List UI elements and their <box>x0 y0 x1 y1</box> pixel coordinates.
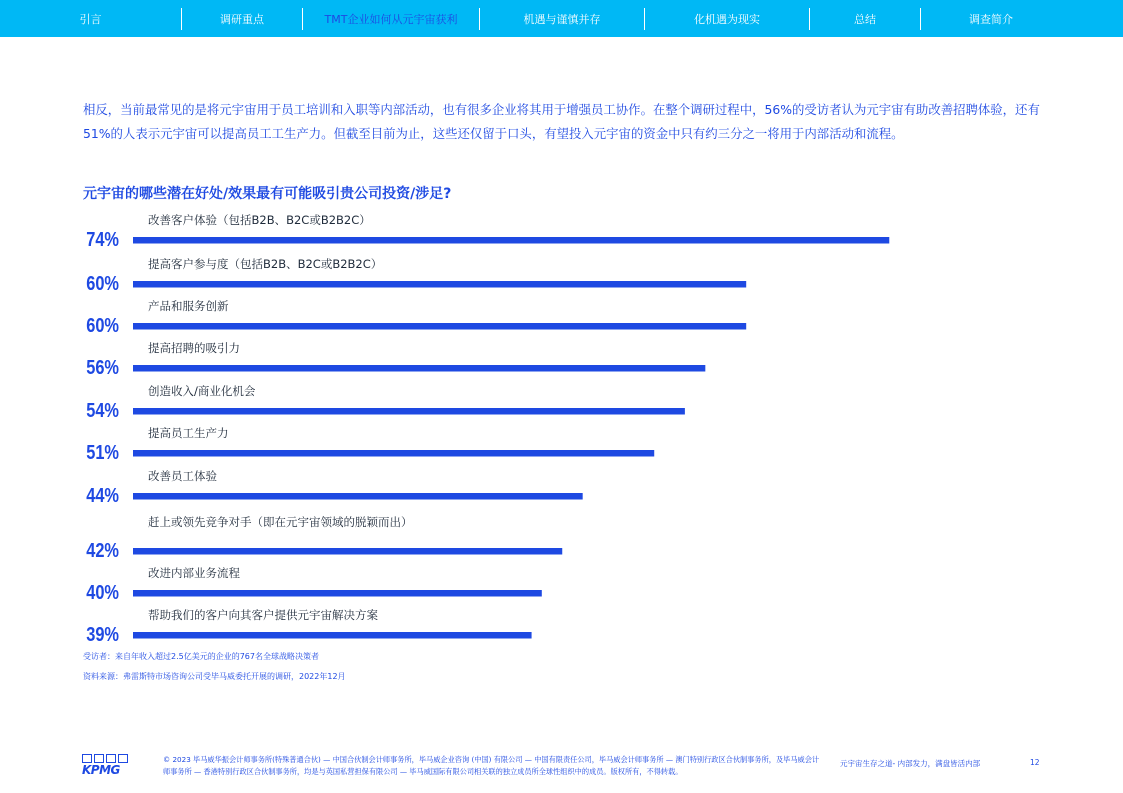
category-label-5: 提高员工生产力 <box>148 426 229 440</box>
bar-2 <box>133 323 746 330</box>
value-label-7: 42% <box>86 538 119 562</box>
category-label-8: 改进内部业务流程 <box>148 566 240 580</box>
kpmg-logo <box>82 754 130 776</box>
category-label-2: 产品和服务创新 <box>148 299 229 313</box>
value-label-0: 74% <box>86 227 119 251</box>
page-number: 12 <box>1030 758 1040 767</box>
value-label-5: 51% <box>86 440 119 464</box>
footer-doc-title: 元宇宙生存之道- 内部发力，满盘皆活内部 <box>840 759 981 768</box>
nav-item-tmt-profit[interactable]: TMT企业如何从元宇宙获利 <box>324 12 458 26</box>
value-label-3: 56% <box>86 355 119 379</box>
nav-item-research-focus[interactable]: 调研重点 <box>220 12 264 26</box>
category-label-6: 改善员工体验 <box>148 469 217 483</box>
bar-7 <box>133 548 562 555</box>
legal-notice: © 2023 毕马威华振会计师事务所(特殊普通合伙) — 中国合伙制会计师事务所，毕马威企业咨询 (中国) 有限公司 — 中国有限责任公司，毕马威会计师事务所 — 澳门特别行政区合伙制事务所，及毕马威会计师事务所 — 香港特别行政区合伙制事务所，均是与英国私营担保有限公司 — 毕马威国际有限公司相关联的独立成员所全球性组织中的成员。版权所有，不得转载。 <box>163 755 820 776</box>
category-label-9: 帮助我们的客户向其客户提供元宇宙解决方案 <box>148 608 378 622</box>
bar-6 <box>133 493 583 500</box>
bar-8 <box>133 590 542 597</box>
chart-title: 元宇宙的哪些潜在好处/效果最有可能吸引贵公司投资/涉足? <box>83 186 452 202</box>
top-navigation <box>0 0 1123 37</box>
nav-item-opportunity-caution[interactable]: 机遇与谨慎并存 <box>523 12 601 26</box>
source-note: 资料来源：弗雷斯特市场咨询公司受毕马威委托开展的调研，2022年12月 <box>83 672 346 681</box>
value-label-1: 60% <box>86 271 119 295</box>
value-label-2: 60% <box>86 313 119 337</box>
nav-item-survey-intro[interactable]: 调查简介 <box>969 12 1013 26</box>
category-label-0: 改善客户体验（包括B2B、B2C或B2B2C） <box>148 213 371 227</box>
value-label-8: 40% <box>86 580 119 604</box>
bar-9 <box>133 632 532 639</box>
value-label-6: 44% <box>86 483 119 507</box>
value-label-9: 39% <box>86 622 119 646</box>
nav-item-turn-reality[interactable]: 化机遇为现实 <box>694 12 760 26</box>
bar-4 <box>133 408 685 415</box>
nav-item-intro[interactable]: 引言 <box>79 12 102 26</box>
nav-item-summary[interactable]: 总结 <box>854 12 876 26</box>
category-label-3: 提高招聘的吸引力 <box>148 341 240 355</box>
bar-5 <box>133 450 654 457</box>
value-label-4: 54% <box>86 398 119 422</box>
category-label-4: 创造收入/商业化机会 <box>148 384 256 398</box>
respondents-note: 受访者：来自年收入超过2.5亿美元的企业的767名全球战略决策者 <box>83 652 319 661</box>
category-label-7: 赶上或领先竞争对手（即在元宇宙领域的脱颖而出） <box>148 515 413 529</box>
category-label-1: 提高客户参与度（包括B2B、B2C或B2B2C） <box>148 257 383 271</box>
bar-3 <box>133 365 705 372</box>
intro-paragraph: 相反，当前最常见的是将元宇宙用于员工培训和入职等内部活动，也有很多企业将其用于增强员工协作。在整个调研过程中，56%的受访者认为元宇宙有助改善招聘体验，还有51%的人表示元宇宙可以提高员工工生产力。但截至目前为止，这些还仅留于口头，有望投入元宇宙的资金中只有约三分之一将用于内部活动和流程。 <box>83 102 1040 141</box>
bar-1 <box>133 281 746 288</box>
bar-0 <box>133 237 889 244</box>
logo-text: KPMG <box>82 763 120 777</box>
logo-boxes <box>82 754 130 763</box>
